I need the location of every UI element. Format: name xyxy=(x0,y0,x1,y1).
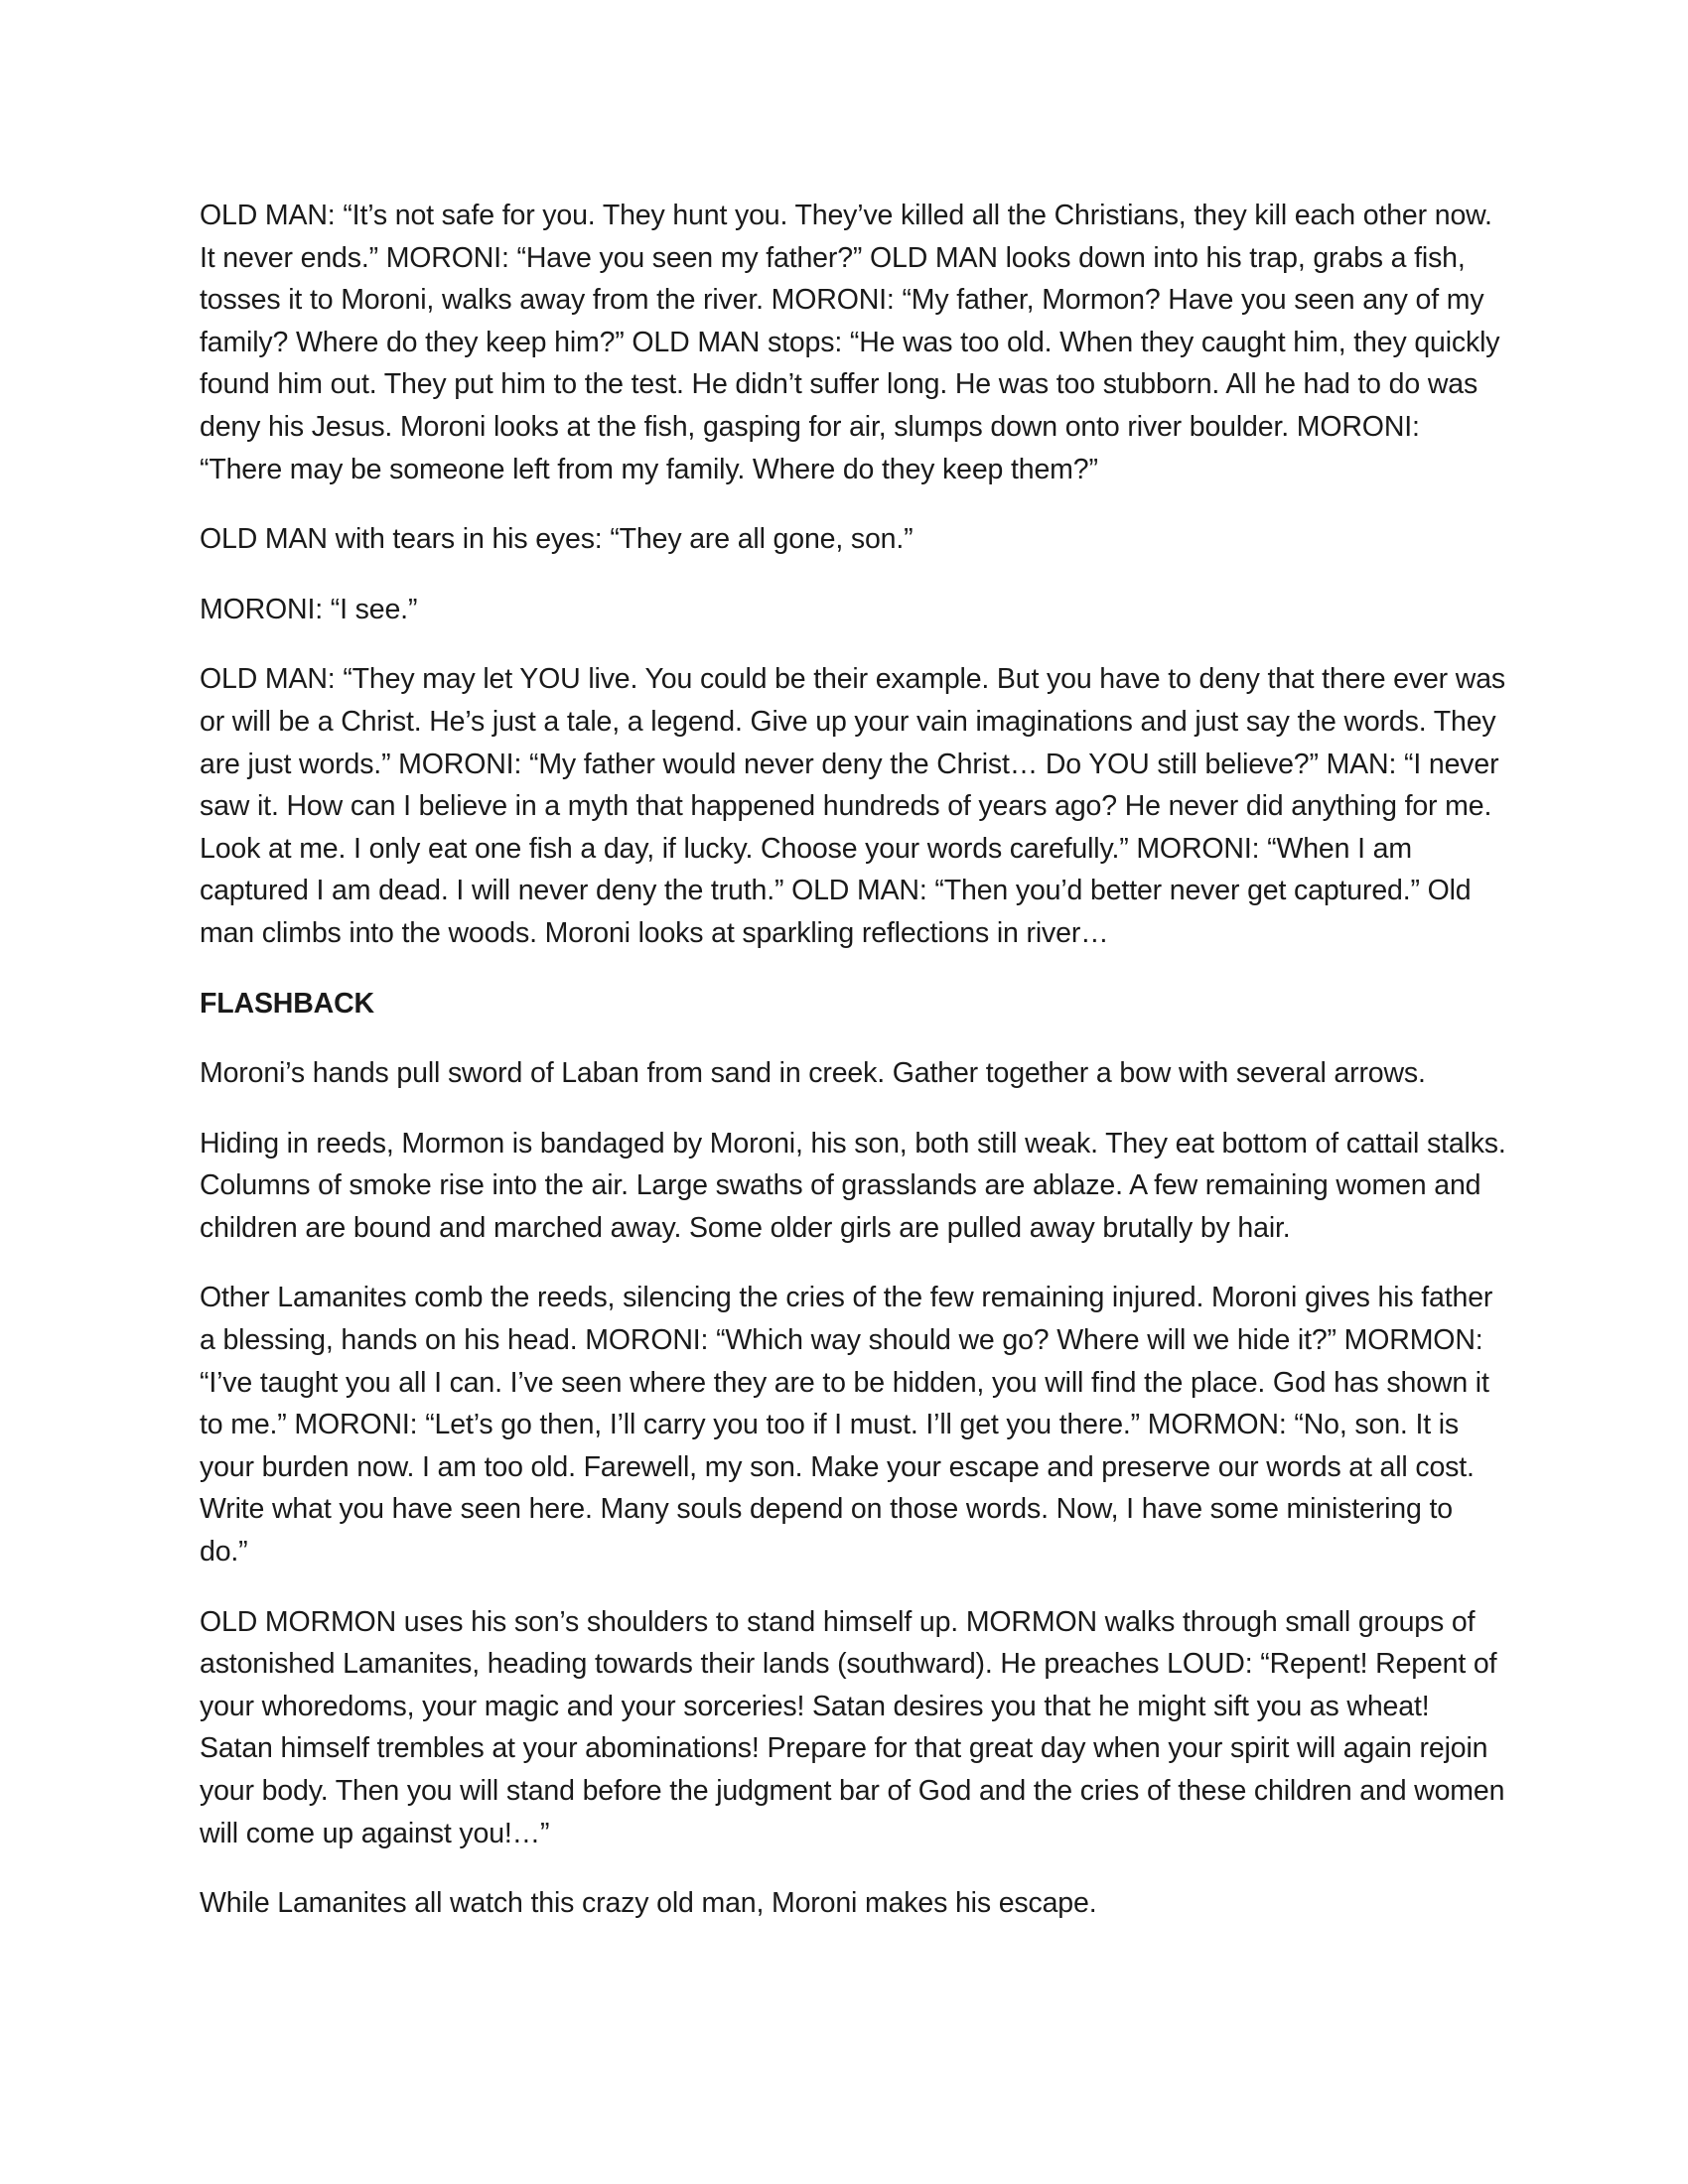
paragraph-all-gone: OLD MAN with tears in his eyes: “They are all gone, son.” xyxy=(200,523,914,556)
paragraph-moroni-escape: While Lamanites all watch this crazy old man, Moroni makes his escape. xyxy=(200,1887,1097,1920)
paragraph-blessing: Other Lamanites comb the reeds, silencing the cries of the few remaining injured. Moroni gives his father a blessing, hands on his head. MORONI: “Which way should we go? Where will we hide it?” MORMON: “I’ve taught you all I can. I’ve seen where they are to be hidden, you will find the place. God has shown it to me.” MORONI: “Let’s go then, I’ll carry you too if I must. I’ll get you there.” MORMON: “No, son. It is your burden now. I am too old. Farewell, my son. Make your escape and preserve our words at all cost. Write what you have seen here. Many souls depend on those words. Now, I have some ministering to do.” xyxy=(200,1282,1493,1569)
paragraph-old-man-warning: OLD MAN: “It’s not safe for you. They hunt you. They’ve killed all the Christians, they kill each other now. It never ends.” MORONI: “Have you seen my father?” OLD MAN looks down into his trap, grabs a fish, tosses it to Moroni, walks away from the river. MORONI: “My father, Mormon? Have you seen any of my family? Where do they keep him?” OLD MAN stops: “He was too old. When they caught him, they quickly found him out. They put him to the test. He didn’t suffer long. He was too stubborn. All he had to do was deny his Jesus. Moroni looks at the fish, gasping for air, slumps down onto river boulder. MORONI: “There may be someone left from my family. Where do they keep them?” xyxy=(200,200,1500,485)
paragraph-hiding-in-reeds: Hiding in reeds, Mormon is bandaged by Moroni, his son, both still weak. They eat bottom of cattail stalks. Columns of smoke rise into the air. Large swaths of grasslands are ablaze. A few remaining women and children are bound and marched away. Some older girls are pulled away brutally by hair. xyxy=(200,1127,1506,1244)
paragraph-deny-christ: OLD MAN: “They may let YOU live. You could be their example. But you have to deny that there ever was or will be a Christ. He’s just a tale, a legend. Give up your vain imaginations and just say the words. They are just words.” MORONI: “My father would never deny the Christ… Do YOU still believe?” MAN: “I never saw it. How can I believe in a myth that happened hundreds of years ago? He never did anything for me. Look at me. I only eat one fish a day, if lucky. Choose your words carefully.” MORONI: “When I am captured I am dead. I will never deny the truth.” OLD MAN: “Then you’d better never get captured.” Old man climbs into the woods. Moroni looks at sparkling reflections in river… xyxy=(200,663,1505,949)
document-body xyxy=(200,195,1508,1953)
paragraph-i-see: MORONI: “I see.” xyxy=(200,593,418,625)
section-heading-flashback: FLASHBACK xyxy=(200,987,374,1020)
paragraph-mormon-preaches: OLD MORMON uses his son’s shoulders to stand himself up. MORMON walks through small groups of astonished Lamanites, heading towards their lands (southward). He preaches LOUD: “Repent! Repent of your whoredoms, your magic and your sorceries! Satan desires you that he might sift you as wheat! Satan himself trembles at your abominations! Prepare for that great day when your spirit will again rejoin your body. Then you will stand before the judgment bar of God and the cries of these children and women will come up against you!…” xyxy=(200,1605,1505,1849)
paragraph-sword-of-laban: Moroni’s hands pull sword of Laban from sand in creek. Gather together a bow with several arrows. xyxy=(200,1057,1426,1090)
